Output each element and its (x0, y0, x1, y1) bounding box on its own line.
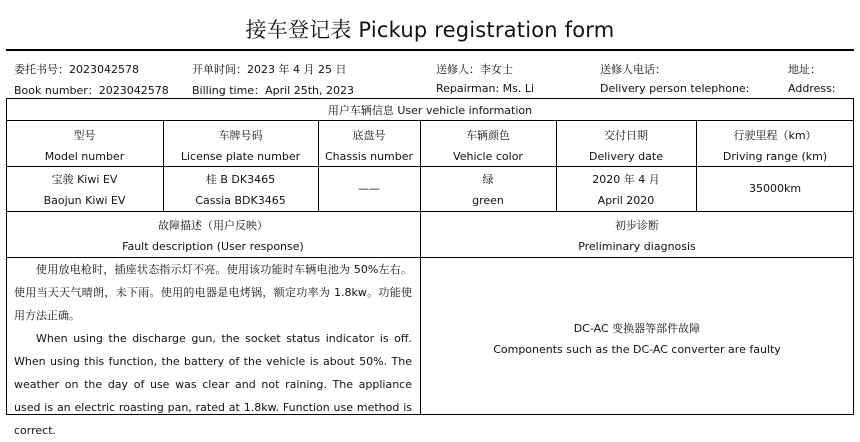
col-header-mileage-cn: 行驶里程（km） (733, 129, 817, 142)
vehicle-color-cn: 绿 (482, 173, 494, 186)
billing-time-en: Billing time：April 25th, 2023 (192, 84, 354, 97)
fault-text-en: When using the discharge gun, the socket status indicator is off. When using this function, the battery of the vehicle is about 50%. The weather on the day of use was clear and not raining. The appliance used is an electric roasting pan, rated at 1.8kw. Function use method is correct. (14, 332, 412, 437)
top-border (6, 49, 854, 51)
vehicle-model-cn: 宝骏 Kiwi EV (51, 173, 118, 186)
diagnosis-header-en: Preliminary diagnosis (578, 240, 696, 253)
col-header-plate-en: License plate number (180, 150, 301, 163)
table-border-left (6, 98, 7, 414)
order-number-cn: 委托书号：2023042578 (14, 63, 139, 76)
col-header-plate-cn: 车牌号码 (218, 129, 263, 142)
page-title: 接车登记表 Pickup registration form (245, 18, 615, 42)
section-vehicle-info: 用户车辆信息 User vehicle information (327, 104, 533, 117)
col-header-mileage-en: Driving range (km) (722, 150, 828, 163)
column-divider (420, 120, 421, 414)
diagnosis-header-cn: 初步诊断 (615, 219, 659, 232)
col-header-color-en: Vehicle color (453, 150, 523, 163)
fault-header-cn: 故障描述（用户反映） (158, 219, 268, 232)
billing-time-cn: 开单时间：2023 年 4 月 25 日 (192, 63, 347, 76)
fault-header-en: Fault description (User response) (122, 240, 304, 253)
phone-en: Delivery person telephone: (600, 82, 750, 95)
address-cn: 地址： (788, 63, 821, 76)
diagnosis-text-cn: DC-AC 变换器等部件故障 (573, 322, 701, 335)
col-header-model-cn: 型号 (73, 129, 96, 142)
chassis-number: —— (358, 182, 380, 195)
sender-cn: 送修人：李女士 (436, 63, 513, 76)
table-rule (6, 166, 854, 167)
fault-description (14, 258, 412, 442)
col-header-delivery-cn: 交付日期 (604, 129, 648, 142)
diagnosis-text-en: Components such as the DC-AC converter are faulty (493, 343, 781, 356)
phone-cn: 送修人电话： (600, 63, 666, 76)
license-plate-en: Cassia BDK3465 (195, 194, 286, 207)
license-plate-cn: 桂 B DK3465 (205, 173, 276, 186)
table-border-right (853, 98, 854, 414)
col-header-model-en: Model number (44, 150, 125, 163)
table-rule (6, 120, 854, 121)
sender-en: Repairman: Ms. Li (436, 82, 535, 95)
col-header-color-cn: 车辆颜色 (466, 129, 510, 142)
order-number-en: Book number：2023042578 (14, 84, 169, 97)
delivery-date-en: April 2020 (597, 194, 655, 207)
delivery-date-cn: 2020 年 4 月 (592, 173, 660, 186)
fault-text-cn: 使用放电枪时，插座状态指示灯不亮。使用该功能时车辆电池为 50%左右。使用当天天气晴朗，未下雨。使用的电器是电烤锅，额定功率为 1.8kw。功能使用方法正确。 (14, 263, 412, 322)
vehicle-color-en: green (472, 194, 504, 207)
driving-range: 35000km (748, 182, 802, 195)
table-rule (6, 211, 854, 212)
vehicle-model-en: Baojun Kiwi EV (43, 194, 126, 207)
col-header-chassis-en: Chassis number (324, 150, 414, 163)
table-rule (6, 98, 854, 99)
col-header-delivery-en: Delivery date (589, 150, 663, 163)
col-header-chassis-cn: 底盘号 (352, 129, 386, 142)
address-en: Address: (788, 82, 836, 95)
